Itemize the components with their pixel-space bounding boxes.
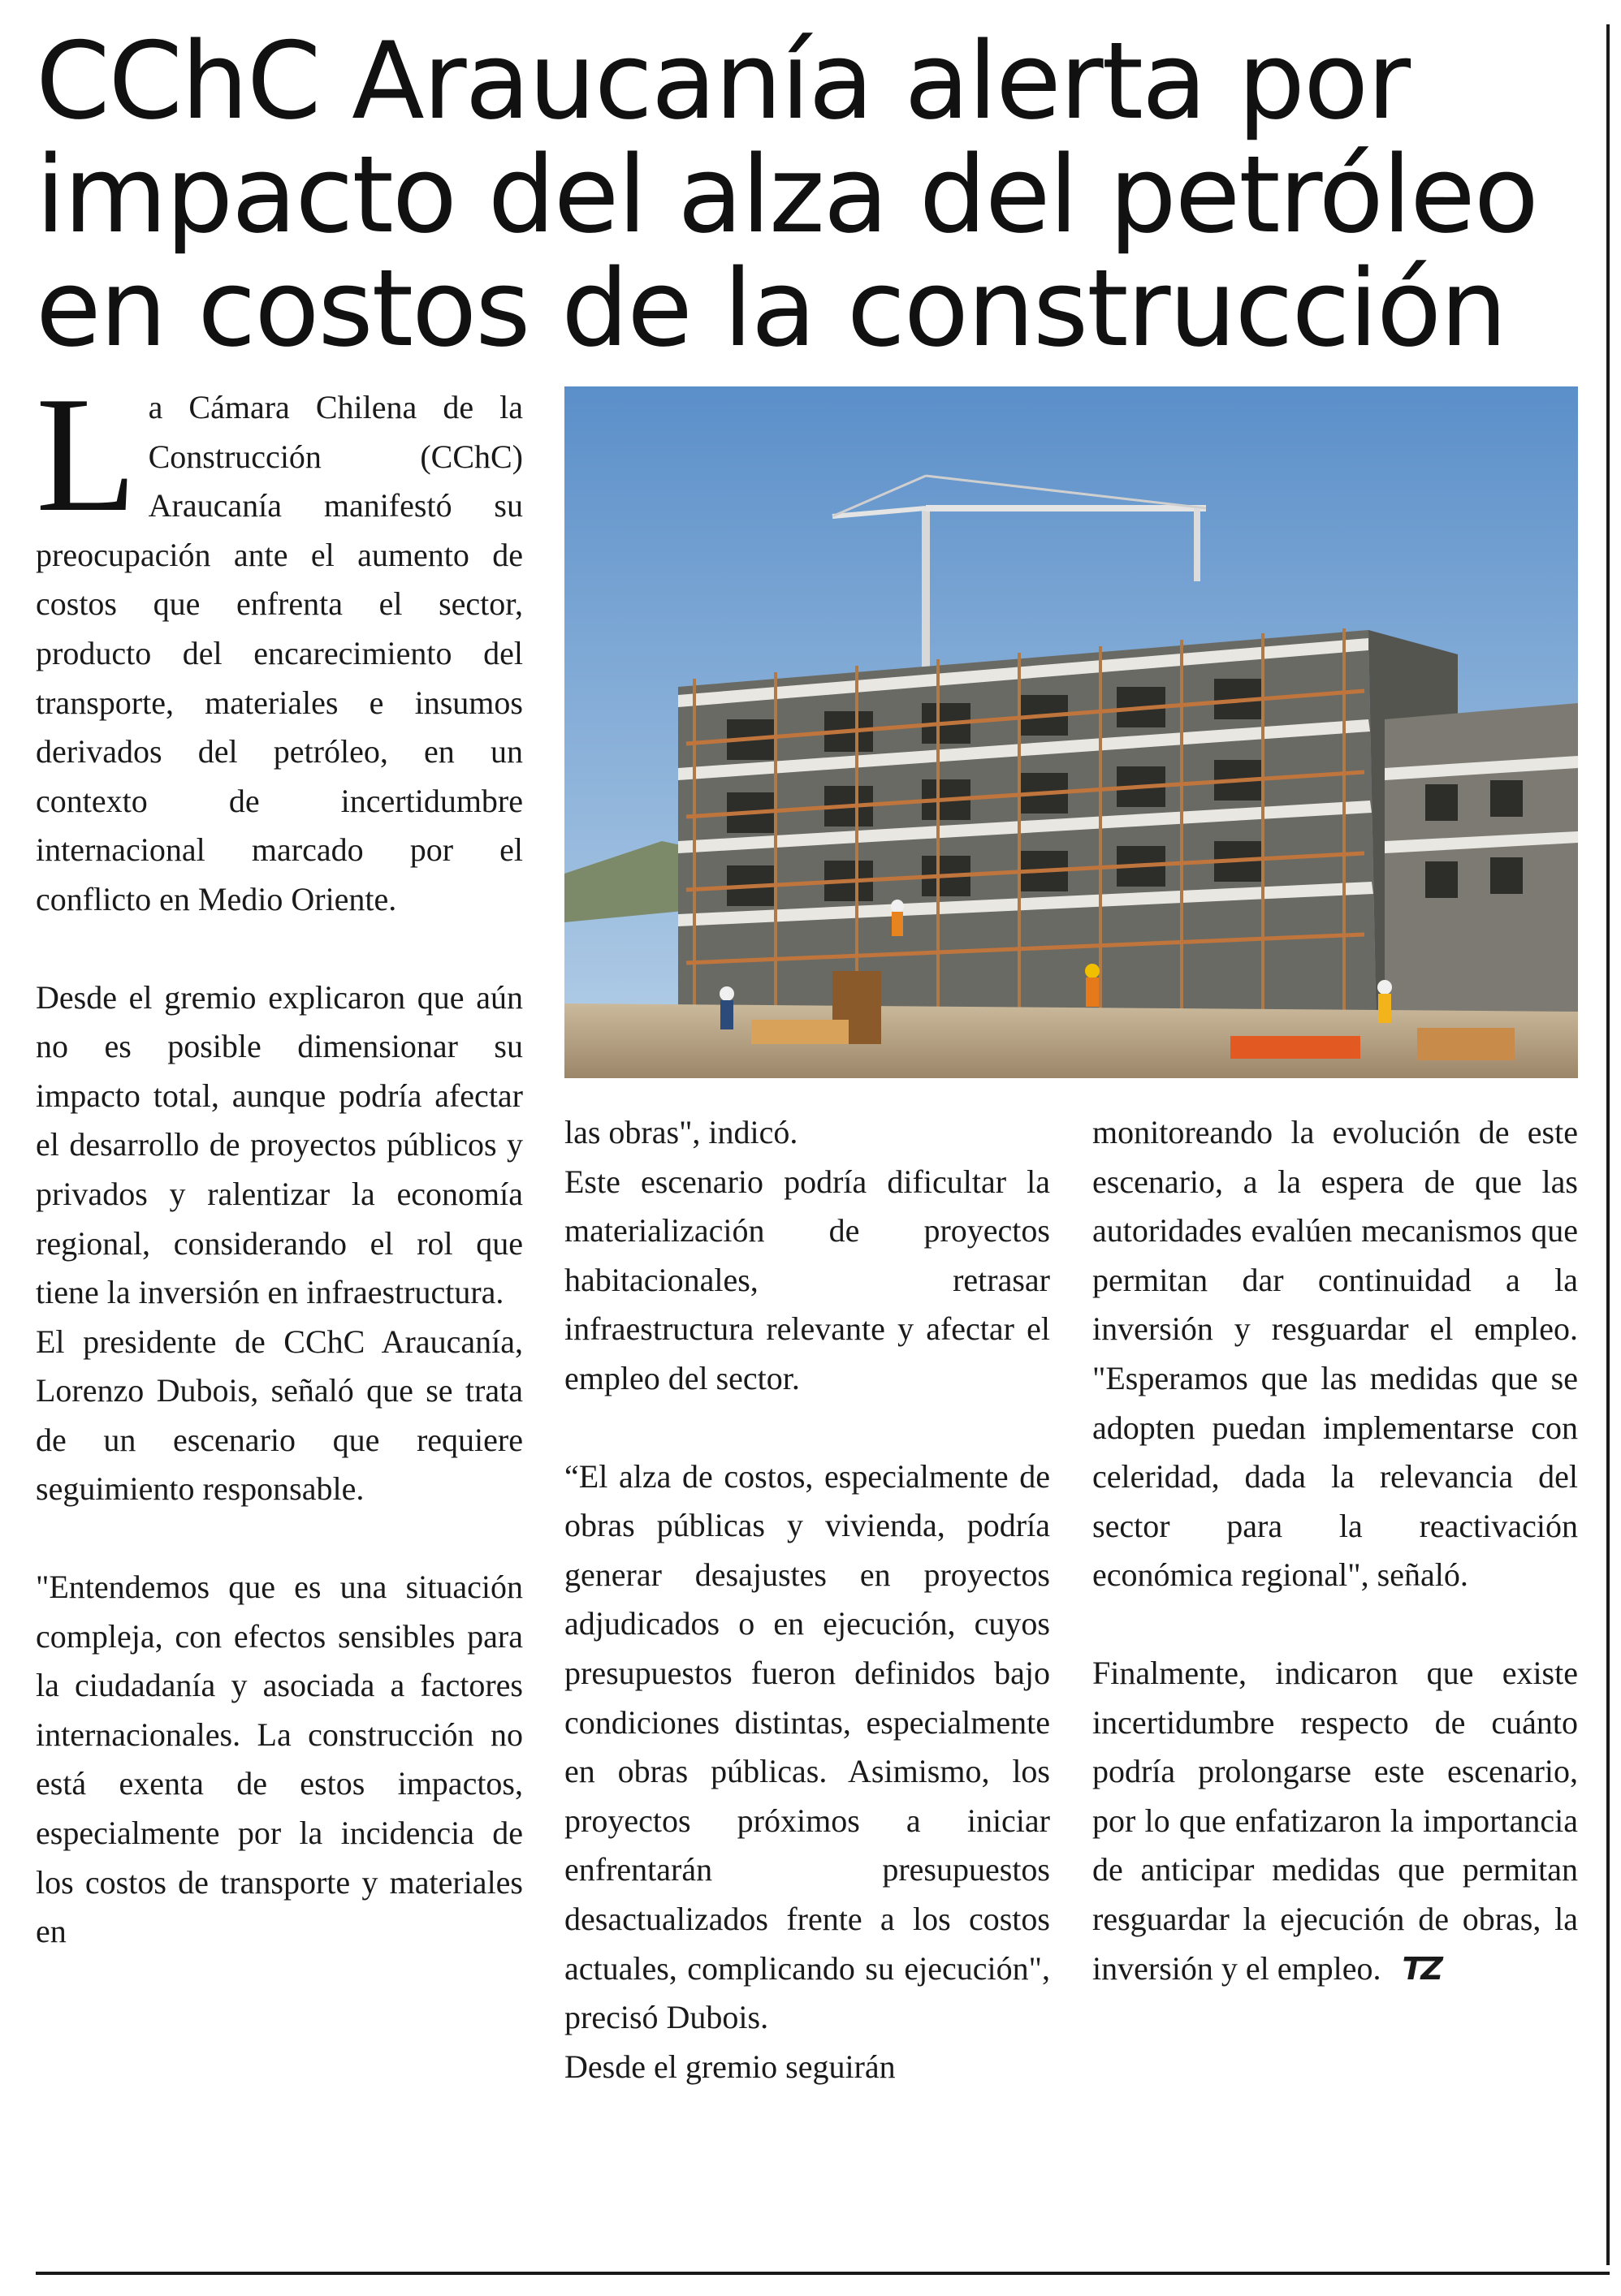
column-rule-right — [1606, 24, 1610, 2265]
body-paragraph: Desde el gremio explicaron que aún no es posible dimensionar su impacto total, aunque podría afectar el desarrollo de proyectos públicos y privados y ralentizar la economía regional, considerando el rol que tiene la inversión en infraestructura. — [36, 978, 523, 1311]
construction-site-photo — [564, 386, 1578, 1078]
lead-text: a Cámara Chilena de la Construcción (CChC) Araucanía manifestó su preocupación ante el aumento de costos que enfrenta el sector, producto del encarecimiento del transporte, materiales e insumos derivados del petróleo, en un contexto de incertidumbre internacional marcado por el conflicto en Medio Oriente. — [36, 389, 523, 917]
body-paragraph: las obras", indicó. — [564, 1114, 798, 1150]
publication-logo: TZ — [1402, 1950, 1441, 1987]
article-column-1 — [36, 363, 523, 1957]
headline: CChC Araucanía alerta por impacto del alza del petróleo en costos de la construcción — [36, 19, 1537, 370]
lead-paragraph — [36, 363, 523, 925]
body-paragraph: Este escenario podría dificultar la materialización de proyectos habitacionales, retrasar infraestructura relevante y afectar el empleo del sector. — [564, 1163, 1050, 1396]
closing-paragraph — [1092, 1649, 1578, 1993]
body-paragraph: El presidente de CChC Araucanía, Lorenzo Dubois, señaló que se trata de un escenario que requiere seguimiento responsable. — [36, 1323, 523, 1508]
body-paragraph: Desde el gremio seguirán — [564, 2048, 896, 2085]
quote-paragraph: "Entendemos que es una situación compleja, con efectos sensibles para la ciudadanía y asociada a factores internacionales. La construcción no está exenta de estos impactos, especialmente por la incidencia de los costos de transporte y materiales en — [36, 1569, 523, 1950]
quote-paragraph: “El alza de costos, especialmente de obras públicas y vivienda, podría generar desajustes en proyectos adjudicados o en ejecución, cuyos presupuestos fueron definidos bajo condiciones distintas, especialmente en obras públicas. Asimismo, los proyectos próximos a iniciar enfrentarán presupuestos desactualizados frente a los costos actuales, complicando su ejecución", precisó Dubois. — [564, 1457, 1050, 2036]
body-paragraph: monitoreando la evolución de este escenario, a la espera de que las autoridades evalúen mecanismos que permitan dar continuidad a la inversión y resguardar el empleo. "Esperamos que las medidas que se adopten puedan implementarse con celeridad, dada la relevancia del sector para la reactivación económica regional", señaló. — [1092, 1114, 1578, 1594]
page-rule-bottom — [36, 2272, 1610, 2275]
closing-text: Finalmente, indicaron que existe incertidumbre respecto de cuánto podría prolongarse este escenario, por lo que enfatizaron la importancia de anticipar medidas que permitan resguardar la ejecución de obras, la inversión y el empleo. — [1092, 1654, 1578, 1987]
drop-cap: L — [36, 363, 137, 546]
article-column-2 — [564, 1108, 1050, 2091]
article-column-3 — [1092, 1108, 1578, 1993]
